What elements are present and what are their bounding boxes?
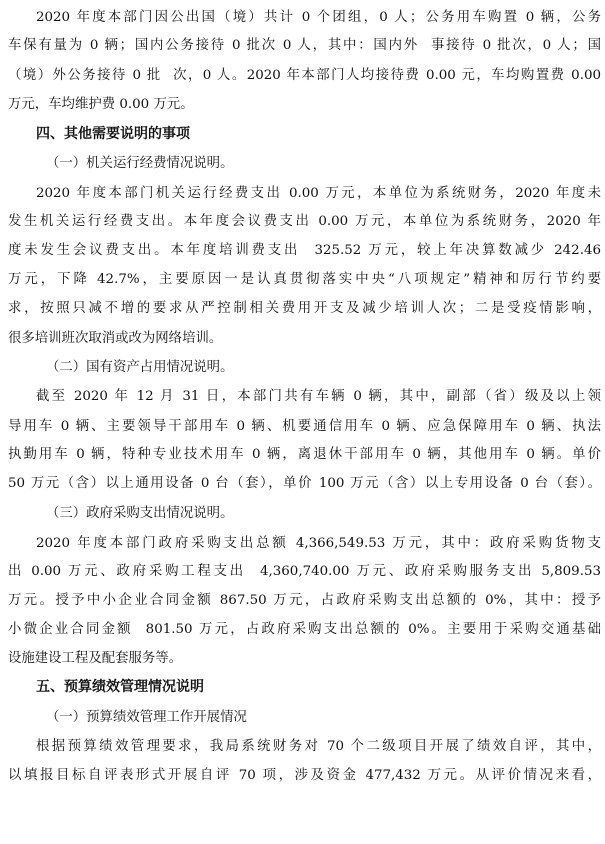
paragraph-line: 设施建设工程及配套服务等。 — [8, 651, 183, 666]
paragraph-line: 小微企业合同金额 801.50 万元，占政府采购支出总额的 0%。主要用于采购交通基础 — [8, 622, 601, 637]
paragraph-line: 2020 年度本部门机关运行经费支出 0.00 万元，本单位为系统财务，2020 年度未 — [36, 186, 601, 201]
paragraph-line: 发生机关运行经费支出。本年度会议费支出 0.00 万元，本单位为系统财务，2020 年 — [8, 214, 601, 229]
subsection-heading: （一）机关运行经费情况说明。 — [46, 156, 234, 171]
paragraph-line: 2020 年度本部门政府采购支出总额 4,366,549.53 万元，其中：政府采购货物支 — [36, 536, 601, 551]
paragraph-line: 万元。授予中小企业合同金额 867.50 万元，占政府采购支出总额的 0%，其中：授予 — [8, 593, 601, 608]
paragraph-line: 很多培训班次取消或改为网络培训。 — [8, 331, 223, 346]
paragraph-line: 执勤用车 0 辆，特种专业技术用车 0 辆，离退休干部用车 0 辆，其他用车 0 辆。单价 — [8, 447, 601, 462]
paragraph-line: 根据预算绩效管理要求，我局系统财务对 70 个二级项目开展了绩效自评，其中， — [36, 739, 601, 754]
paragraph-line: 求，按照只减不增的要求从严控制相关费用开支及减少培训人次；二是受疫情影响， — [8, 301, 601, 316]
subsection-heading: （一）预算绩效管理工作开展情况 — [46, 710, 247, 725]
subsection-heading: （二）国有资产占用情况说明。 — [46, 360, 234, 375]
section-heading: 五、预算绩效管理情况说明 — [36, 679, 204, 695]
paragraph-line: 截至 2020 年 12 月 31 日，本部门共有车辆 0 辆，其中，副部（省）级及以上领 — [36, 389, 601, 404]
paragraph-line: 车保有量为 0 辆；国内公务接待 0 批次 0 人，其中：国内外 事接待 0 批次，0 人；国 — [8, 38, 601, 53]
paragraph-line: 万元，下降 42.7%，主要原因一是认真贯彻落实中央“八项规定”精神和厉行节约要 — [8, 272, 601, 287]
paragraph-line: 以填报目标自评表形式开展自评 70 项，涉及资金 477,432 万元。从评价情况来看， — [8, 768, 601, 783]
paragraph-line: 出 0.00 万元、政府采购工程支出 4,360,740.00 万元、政府采购服务支出 5,809.53 — [8, 564, 601, 579]
paragraph-line: 50 万元（含）以上通用设备 0 台（套），单价 100 万元（含）以上专用设备 0 台（套）。 — [8, 476, 601, 491]
subsection-heading: （三）政府采购支出情况说明。 — [46, 506, 234, 521]
paragraph-line: 导用车 0 辆、主要领导干部用车 0 辆、机要通信用车 0 辆、应急保障用车 0 辆、执法 — [8, 419, 601, 434]
section-heading: 四、其他需要说明的事项 — [36, 126, 190, 142]
paragraph-line: 度未发生会议费支出。本年度培训费支出 325.52 万元，较上年决算数减少 242.46 — [8, 243, 601, 258]
paragraph-line: （境）外公务接待 0 批 次，0 人。2020 年本部门人均接待费 0.00 元，车均购置费 0.00 — [8, 68, 601, 83]
paragraph-line: 万元，车均维护费 0.00 万元。 — [8, 97, 194, 112]
paragraph-line: 2020 年度本部门因公出国（境）共计 0 个团组，0 人；公务用车购置 0 辆，公务 — [36, 10, 601, 25]
